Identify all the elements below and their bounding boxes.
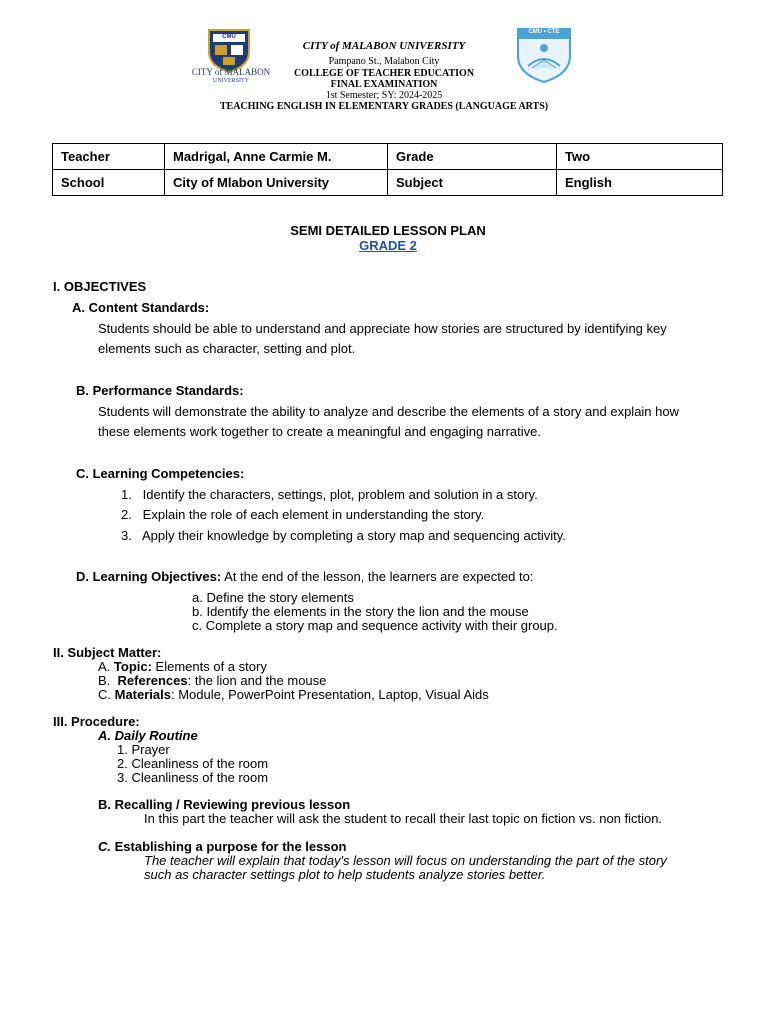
learning-objectives-line — [76, 569, 533, 585]
table-row — [53, 170, 723, 196]
references-label: References — [117, 673, 188, 688]
list-item: 2. Explain the role of each element in understanding the story. — [121, 507, 485, 522]
cmu-logo-caption-2: UNIVERSITY — [213, 78, 249, 84]
purpose-text: such as character settings plot to help students analyze stories better. — [144, 867, 546, 882]
cmu-logo-mark: CMU — [222, 34, 236, 40]
table-cell: Teacher — [53, 144, 165, 170]
table-cell: Two — [557, 144, 723, 170]
purpose-text: The teacher will explain that today's lesson will focus on understanding the part of the story — [144, 853, 667, 868]
list-item: b. Identify the elements in the story the lion and the mouse — [192, 604, 529, 619]
cmu-logo-caption: CITY of MALABON — [191, 67, 271, 77]
list-marker: A. — [98, 659, 114, 674]
performance-standards-text: Students will demonstrate the ability to analyze and describe the elements of a story and explain how — [98, 404, 680, 419]
content-standards-heading: A. Content Standards: — [72, 300, 210, 315]
table-cell: Madrigal, Anne Carmie M. — [165, 144, 388, 170]
daily-routine-heading: A. Daily Routine — [98, 728, 198, 743]
table-cell: Grade — [388, 144, 557, 170]
grade-link[interactable]: GRADE 2 — [359, 238, 417, 253]
university-address: Pampano St., Malabon City — [328, 56, 440, 67]
list-marker: C. — [98, 687, 115, 702]
topic-value: Elements of a story — [151, 659, 267, 674]
table-cell: Subject — [388, 170, 557, 196]
semester: 1st Semester; SY: 2024-2025 — [325, 90, 443, 101]
list-item: 3. Cleanliness of the room — [117, 770, 269, 785]
materials-line — [98, 687, 489, 703]
list-item: a. Define the story elements — [192, 590, 354, 605]
list-item: 2. Cleanliness of the room — [117, 756, 269, 771]
cte-logo-label: CMU • CTE — [528, 29, 560, 35]
list-marker: B. — [98, 673, 118, 688]
table-cell: City of Mlabon University — [165, 170, 388, 196]
materials-label: Materials — [114, 687, 171, 702]
learning-objectives-intro: At the end of the lesson, the learners are expected to: — [221, 569, 534, 584]
lesson-info-table — [52, 143, 723, 196]
lesson-plan-title: SEMI DETAILED LESSON PLAN — [290, 223, 486, 238]
performance-standards-text: these elements work together to create a meaningful and engaging narrative. — [98, 424, 541, 439]
learning-objectives-heading: D. Learning Objectives: — [76, 569, 222, 584]
objectives-heading: I. OBJECTIVES — [53, 279, 147, 294]
exam-title: FINAL EXAMINATION — [330, 79, 438, 90]
list-item: 1. Prayer — [117, 742, 170, 757]
list-item: c. Complete a story map and sequence activity with their group. — [192, 618, 558, 633]
purpose-heading: Establishing a purpose for the lesson — [111, 839, 347, 854]
table-cell: English — [557, 170, 723, 196]
materials-value: : Module, PowerPoint Presentation, Laptop, Visual Aids — [171, 687, 489, 702]
university-name: CITY of MALABON UNIVERSITY — [302, 40, 466, 52]
procedure-heading: III. Procedure: — [53, 714, 140, 729]
content-standards-text: Students should be able to understand and appreciate how stories are structured by identifying key — [98, 321, 667, 336]
list-item: 3. Apply their knowledge by completing a story map and sequencing activity. — [121, 528, 566, 543]
table-cell: School — [53, 170, 165, 196]
purpose-letter: C. — [98, 839, 111, 854]
recall-heading: B. Recalling / Reviewing previous lesson — [98, 797, 351, 812]
references-value: : the lion and the mouse — [187, 673, 327, 688]
table-row — [53, 144, 723, 170]
content-standards-text: elements such as character, setting and plot. — [98, 341, 356, 356]
recall-text: In this part the teacher will ask the student to recall their last topic on fiction vs. non fiction. — [144, 811, 663, 826]
college-name: COLLEGE OF TEACHER EDUCATION — [293, 68, 475, 79]
course-title: TEACHING ENGLISH IN ELEMENTARY GRADES (LANGUAGE ARTS) — [219, 101, 549, 112]
list-item: 1. Identify the characters, settings, plot, problem and solution in a story. — [121, 487, 538, 502]
subject-matter-heading: II. Subject Matter: — [53, 645, 162, 660]
learning-competencies-heading: C. Learning Competencies: — [76, 466, 245, 481]
topic-label: Topic: — [113, 659, 152, 674]
performance-standards-heading: B. Performance Standards: — [76, 383, 244, 398]
